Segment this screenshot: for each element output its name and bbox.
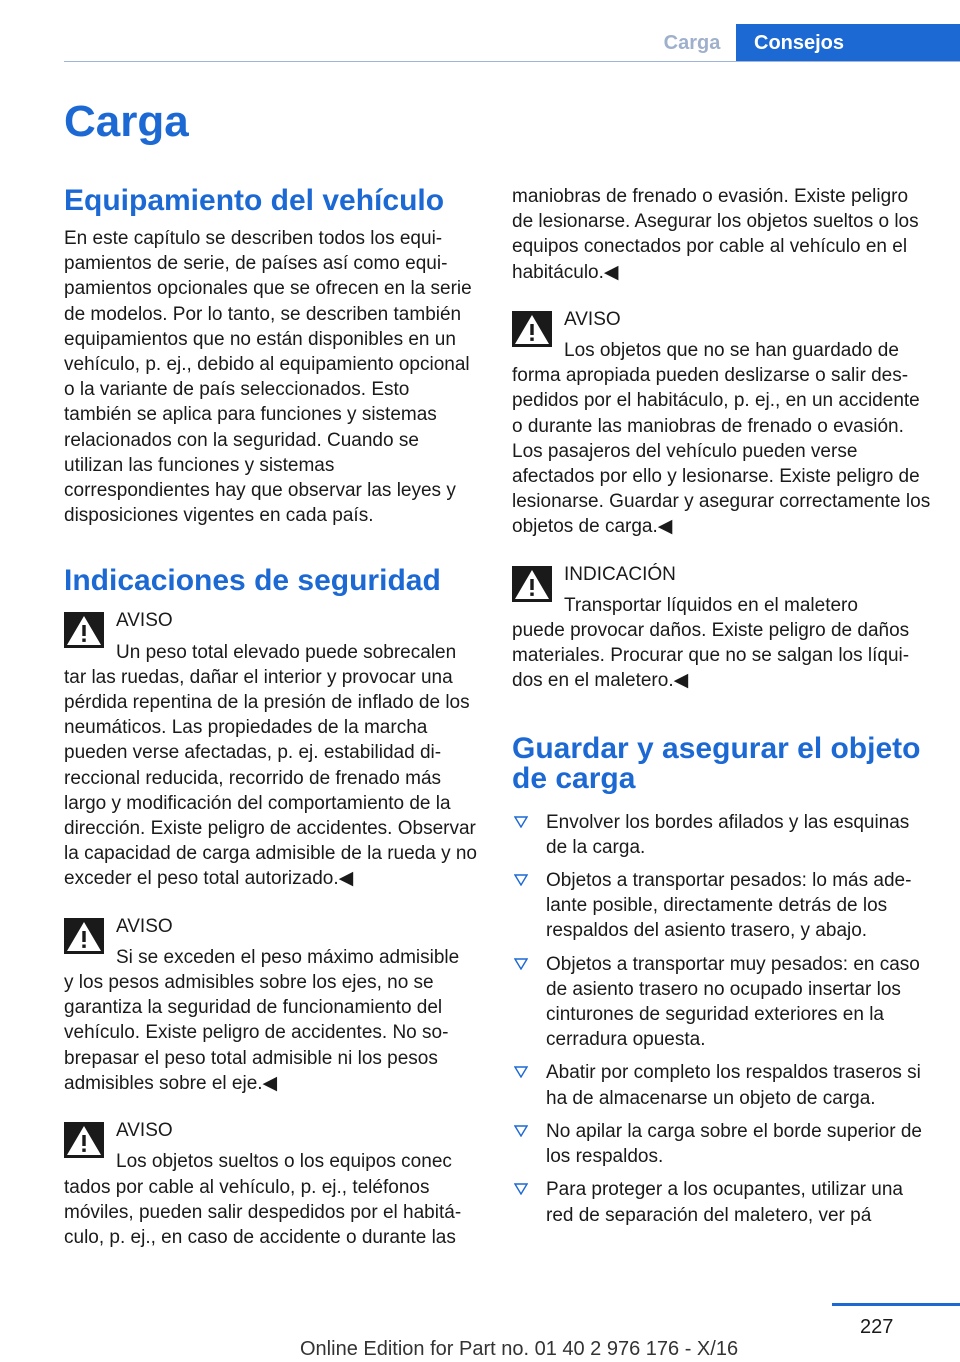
notice-label: INDICACIÓN	[564, 563, 676, 585]
header-rule	[64, 61, 960, 62]
warning-block-3	[64, 1118, 480, 1250]
page-title: Carga	[64, 97, 189, 146]
list-item	[512, 1119, 932, 1169]
triangle-bullet-icon	[514, 1183, 528, 1195]
warning-text: tados por cable al vehículo, p. ej., teléfonos móviles, pueden salir despedidos por el habitáculo, p. ej., en caso de accidente o durante las	[64, 1176, 462, 1248]
equipamiento-text: En este capítulo se describen todos los equipamientos de serie, de países así como equipamientos opcionales que se ofrecen en la serie de modelos. Por lo tanto, se describen también equipamientos que no están disponibles en un vehículo, p. ej., debido al equipamiento opcional o la variante de país seleccionados. Esto también se aplica para funciones y sistemas relacionados con la seguridad. Cuando se utilizan las funciones y sistemas correspondientes hay que observar las leyes y disposiciones vigentes en cada país.	[64, 228, 472, 527]
list-item-text: Envolver los bordes afilados y las esquinas de la carga.	[546, 811, 910, 858]
warning-triangle-icon	[512, 311, 552, 347]
list-item-text: Objetos a transportar pesados: lo más adelante posible, directamente detrás de los respaldos del asiento trasero, y abajo.	[546, 870, 912, 942]
footer-edition: Online Edition for Part no. 01 40 2 976 176 - X/16	[300, 1338, 739, 1360]
warning-block-2	[64, 914, 480, 1096]
list-item-text: Abatir por completo los respaldos traseros si ha de almacenarse un objeto de carga.	[546, 1062, 921, 1109]
warning-text: forma apropiada pueden deslizarse o salir despedidos por el habitáculo, p. ej., en un accidente o durante las maniobras de frenado o evasión. Los pasajeros del vehículo pueden verse afectados por ello y lesionarse. Existe peligro de lesionarse. Guardar y asegurar correctamente los objetos de carga.◀	[512, 365, 931, 538]
triangle-bullet-icon	[514, 816, 528, 828]
warning-block-4	[512, 307, 932, 540]
warning-first-line: Los objetos sueltos o los equipos conec	[116, 1151, 452, 1173]
warning-triangle-icon	[64, 1122, 104, 1158]
header-tab-carga: Carga	[663, 32, 721, 54]
warning-label: AVISO	[116, 915, 173, 937]
footer-rule	[832, 1303, 960, 1306]
notice-first-line: Transportar líquidos en el maletero	[564, 594, 858, 616]
triangle-bullet-icon	[514, 1125, 528, 1137]
list-item	[512, 868, 932, 944]
page-number: 227	[860, 1316, 894, 1338]
notice-text: puede provocar daños. Existe peligro de daños materiales. Procurar que no se salgan los líquidos en el maletero.◀	[512, 620, 910, 692]
triangle-bullet-icon	[514, 1066, 528, 1078]
warning-text: tar las ruedas, dañar el interior y provocar una pérdida repentina de la presión de inflado de los neumáticos. Las propiedades de la marcha pueden verse afectadas, p. ej. estabilidad direccional reducida, recorrido de frenado más largo y modificación del comportamiento de la dirección. Existe peligro de accidentes. Observar la capacidad de carga admisible de la rueda y no exceder el peso total autorizado.◀	[64, 666, 477, 890]
warning-first-line: Los objetos que no se han guardado de	[564, 340, 899, 362]
warning-triangle-icon	[64, 612, 104, 648]
warning-text: y los pesos admisibles sobre los ejes, no se garantiza la seguridad de funcionamiento del vehículo. Existe peligro de accidentes. No sobrepasar el peso total admisible ni los pesos admisibles sobre el eje.◀	[64, 972, 449, 1094]
triangle-bullet-icon	[514, 958, 528, 970]
notice-block	[512, 562, 932, 694]
warning-label: AVISO	[116, 1120, 173, 1142]
list-item-text: No apilar la carga sobre el borde superior de los respaldos.	[546, 1120, 922, 1168]
list-item-text: Para proteger a los ocupantes, utilizar una red de separación del maletero, ver pá	[546, 1179, 903, 1226]
left-column	[64, 184, 480, 1250]
list-item	[512, 1177, 932, 1227]
header-tab-consejos: Consejos	[736, 24, 960, 62]
warning-label: AVISO	[564, 308, 621, 330]
list-item	[512, 810, 932, 860]
right-column	[512, 184, 932, 1236]
warning-triangle-icon	[64, 918, 104, 954]
list-item-text: Objetos a transportar muy pesados: en caso de asiento trasero no ocupado insertar los cinturones de seguridad exteriores en la cerradura opuesta.	[546, 953, 920, 1051]
continuation-text: maniobras de frenado o evasión. Existe peligro de lesionarse. Asegurar los objetos sueltos o los equipos conectados por cable al vehículo en el habitáculo.◀	[512, 186, 919, 283]
heading-guardar: Guardar y asegurar el objeto de carga	[512, 731, 921, 795]
warning-first-line: Si se exceden el peso máximo admisible	[116, 946, 460, 968]
warning-first-line: Un peso total elevado puede sobrecalen	[116, 641, 457, 663]
triangle-bullet-icon	[514, 874, 528, 886]
list-item	[512, 952, 932, 1053]
heading-seguridad: Indicaciones de seguridad	[64, 564, 441, 598]
warning-triangle-icon	[512, 566, 552, 602]
list-item	[512, 1060, 932, 1110]
heading-equipamiento: Equipamiento del vehículo	[64, 184, 445, 217]
warning-label: AVISO	[116, 610, 173, 632]
warning-block-1	[64, 608, 480, 891]
cargo-bullet-list	[512, 810, 932, 1228]
